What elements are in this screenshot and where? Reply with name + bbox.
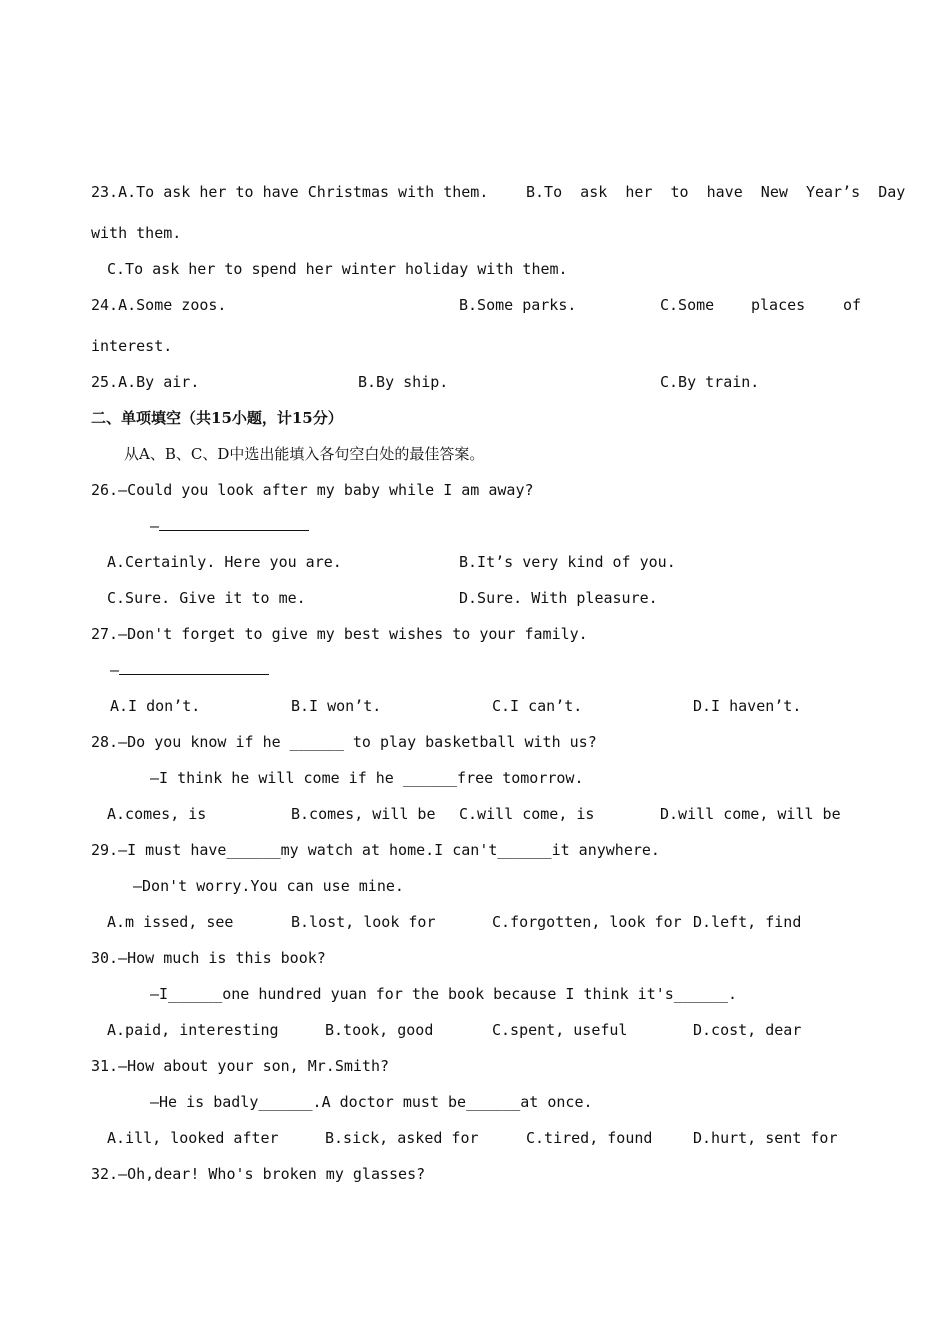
q28-reply: —I think he will come if he ______free tomorrow. (150, 769, 584, 787)
q26-stem: 26.—Could you look after my baby while I am away? (91, 481, 534, 499)
q28-option-c: C.will come, is (459, 805, 595, 823)
q23-option-a: 23.A.To ask her to have Christmas with them. (91, 183, 489, 201)
q28-option-d: D.will come, will be (660, 805, 841, 823)
q29-stem: 29.—I must have______my watch at home.I can't______it anywhere. (91, 841, 660, 859)
q26-reply: — (150, 516, 309, 535)
q25-option-b: B.By ship. (358, 373, 449, 391)
q29-option-a: A.m issed, see (107, 913, 234, 931)
q31-option-d: D.hurt, sent for (693, 1129, 838, 1147)
q27-option-c: C.I can’t. (492, 697, 583, 715)
q30-stem: 30.—How much is this book? (91, 949, 326, 967)
q31-option-a: A.ill, looked after (107, 1129, 279, 1147)
q27-stem: 27.—Don't forget to give my best wishes to your family. (91, 625, 588, 643)
q25-option-c: C.By train. (660, 373, 760, 391)
q26-option-d: D.Sure. With pleasure. (459, 589, 658, 607)
q29-option-d: D.left, find (693, 913, 802, 931)
q24-option-c-word3: of (843, 296, 862, 314)
q27-option-b: B.I won’t. (291, 697, 382, 715)
q24-option-b: B.Some parks. (459, 296, 577, 314)
q23-option-b-continued: with them. (91, 224, 182, 242)
q24-option-a: 24.A.Some zoos. (91, 296, 227, 314)
q30-option-b: B.took, good (325, 1021, 434, 1039)
q24-option-c-word2: places (751, 296, 806, 314)
q27-answer-blank (119, 660, 269, 675)
q24-option-c-continued: interest. (91, 337, 173, 355)
section-instruction: 从A、B、C、D中选出能填入各句空白处的最佳答案。 (124, 445, 485, 463)
section-title: 二、单项填空（共15小题，计15分） (91, 409, 343, 427)
q27-reply: — (110, 660, 269, 679)
q31-option-b: B.sick, asked for (325, 1129, 479, 1147)
q29-option-b: B.lost, look for (291, 913, 436, 931)
q24-option-c-word1: C.Some (660, 296, 715, 314)
q30-option-d: D.cost, dear (693, 1021, 802, 1039)
q27-option-d: D.I haven’t. (693, 697, 802, 715)
q26-answer-blank (159, 516, 309, 531)
q29-reply: —Don't worry.You can use mine. (133, 877, 404, 895)
q32-stem: 32.—Oh,dear! Who's broken my glasses? (91, 1165, 426, 1183)
q30-option-c: C.spent, useful (492, 1021, 628, 1039)
q26-option-c: C.Sure. Give it to me. (107, 589, 306, 607)
q23-option-c: C.To ask her to spend her winter holiday with them. (107, 260, 568, 278)
q26-option-a: A.Certainly. Here you are. (107, 553, 342, 571)
q29-option-c: C.forgotten, look for (492, 913, 682, 931)
q28-option-a: A.comes, is (107, 805, 207, 823)
q31-stem: 31.—How about your son, Mr.Smith? (91, 1057, 390, 1075)
q23-option-b: B.To ask her to have New Year’s Day (526, 183, 906, 201)
q31-option-c: C.tired, found (526, 1129, 653, 1147)
q25-option-a: 25.A.By air. (91, 373, 200, 391)
q27-option-a: A.I don’t. (110, 697, 201, 715)
q31-reply: —He is badly______.A doctor must be______at once. (150, 1093, 593, 1111)
q30-reply: —I______one hundred yuan for the book because I think it's______. (150, 985, 737, 1003)
q26-option-b: B.It’s very kind of you. (459, 553, 676, 571)
q30-option-a: A.paid, interesting (107, 1021, 279, 1039)
q28-stem: 28.—Do you know if he ______ to play basketball with us? (91, 733, 597, 751)
q28-option-b: B.comes, will be (291, 805, 436, 823)
